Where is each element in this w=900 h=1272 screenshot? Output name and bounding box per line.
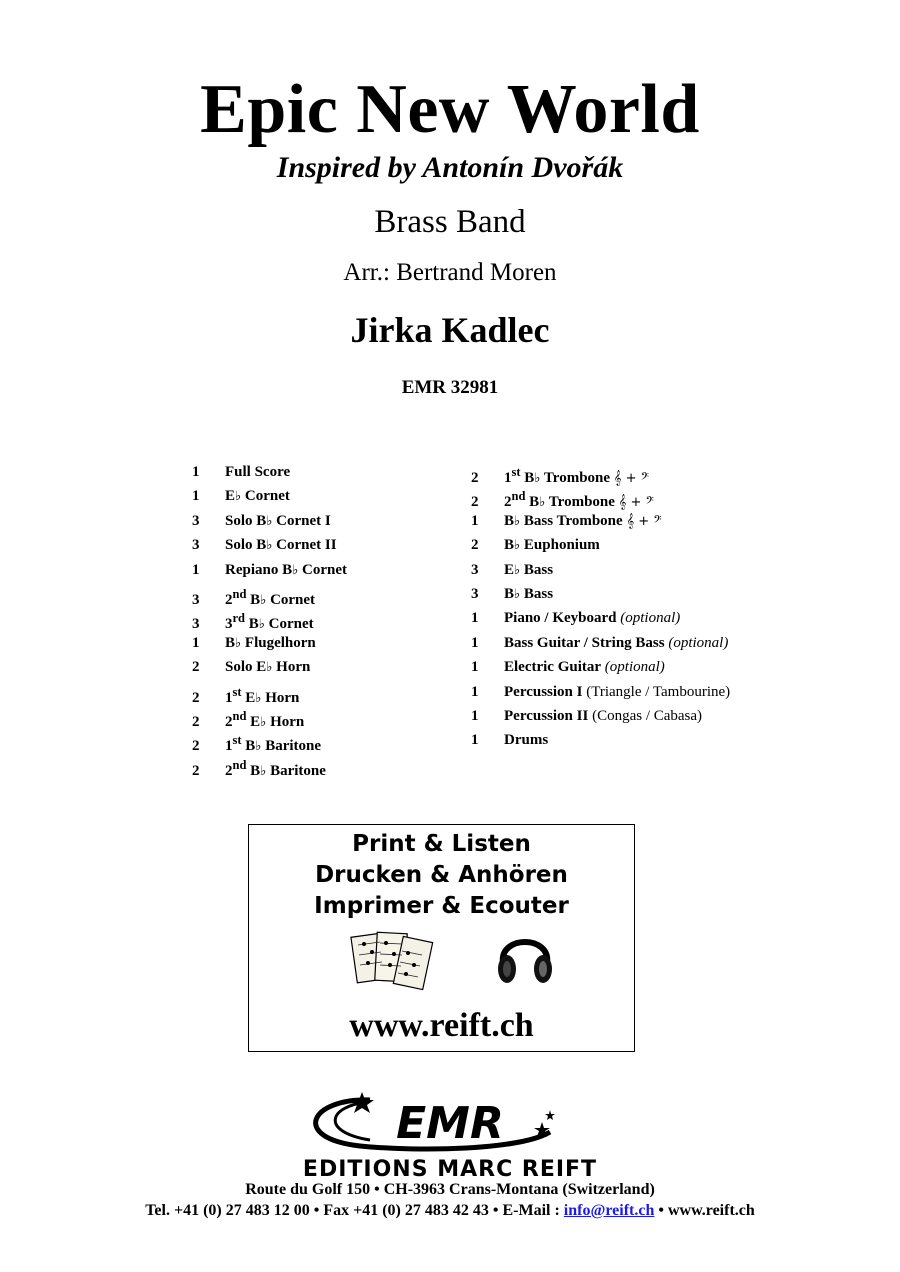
part-quantity: 2 <box>471 494 479 511</box>
part-name <box>504 708 702 724</box>
part-name-text: Trombone <box>545 494 619 511</box>
part-name-text: Bass <box>520 561 554 578</box>
part-name-text: B <box>246 591 261 608</box>
part-name-text: 1 <box>225 738 233 755</box>
part-name <box>504 684 730 700</box>
part-row <box>471 606 801 630</box>
logo-text: EMR <box>396 1098 504 1149</box>
part-quantity: 2 <box>192 689 200 706</box>
part-name-text: Percussion I <box>504 683 583 700</box>
part-name-text: Cornet II <box>272 537 337 554</box>
part-name <box>504 513 662 529</box>
ordinal-suffix: nd <box>232 586 247 601</box>
ordinal-suffix: rd <box>232 611 245 626</box>
part-name-text: E <box>504 561 515 578</box>
part-quantity: 2 <box>192 762 200 779</box>
flat-sign-icon: ♭ <box>260 714 267 730</box>
part-name <box>225 464 290 480</box>
promo-line-german: Drucken & Anhören <box>315 862 568 888</box>
ordinal-suffix: st <box>511 465 521 479</box>
ordinal-suffix: nd <box>232 708 247 723</box>
part-name-text: Repiano B <box>225 561 293 578</box>
part-name-text: 2 <box>225 591 233 608</box>
part-name-text: Full Score <box>225 464 291 480</box>
part-name <box>504 659 665 675</box>
flat-sign-icon: ♭ <box>258 617 265 633</box>
contact-phone-fax: Tel. +41 (0) 27 483 12 00 • Fax +41 (0) 27 483 42 43 • E-Mail : <box>145 1202 564 1219</box>
part-note: (optional) <box>664 634 729 651</box>
part-row <box>192 680 462 704</box>
part-row <box>471 484 801 511</box>
part-quantity: 1 <box>192 634 200 651</box>
part-quantity: 1 <box>192 561 200 578</box>
part-name <box>225 733 322 755</box>
parts-list-right <box>471 460 801 753</box>
flat-sign-icon: ♭ <box>260 592 267 608</box>
part-quantity: 1 <box>471 707 479 724</box>
part-quantity: 3 <box>471 585 479 602</box>
part-quantity: 1 <box>471 732 479 749</box>
part-row <box>471 460 801 484</box>
part-name <box>504 489 654 511</box>
part-row <box>192 631 462 655</box>
publisher-address: Route du Golf 150 • CH-3963 Crans-Montana (Switzerland) <box>245 1181 655 1198</box>
flat-sign-icon: ♭ <box>235 489 242 505</box>
flat-sign-icon: ♭ <box>266 660 273 676</box>
ensemble-label: Brass Band <box>374 204 526 240</box>
part-name-text: Baritone <box>261 738 322 755</box>
headphones-icon <box>493 925 557 989</box>
part-row <box>471 655 801 679</box>
part-name-text: Euphonium <box>520 537 600 554</box>
part-row <box>471 509 801 533</box>
catalog-number: EMR 32981 <box>401 377 499 398</box>
part-quantity: 3 <box>471 561 479 578</box>
ordinal-suffix: nd <box>232 757 247 772</box>
part-row <box>192 460 462 484</box>
part-row <box>471 680 801 704</box>
part-row <box>471 533 801 557</box>
part-note: (optional) <box>601 659 665 676</box>
part-name <box>504 635 728 651</box>
part-name-text: Bass Trombone <box>520 512 627 529</box>
arranger-credit: Arr.: Bertrand Moren <box>343 259 557 286</box>
part-name-text: Electric Guitar <box>504 659 602 676</box>
part-note: (Triangle / Tambourine) <box>582 683 731 700</box>
print-listen-box <box>248 824 635 1052</box>
part-quantity: 1 <box>471 683 479 700</box>
part-name-text: Cornet I <box>272 512 331 529</box>
part-name-text: B <box>504 512 515 529</box>
part-quantity: 2 <box>192 738 200 755</box>
part-name-text: Percussion II <box>504 707 589 724</box>
part-row <box>471 558 801 582</box>
part-row <box>192 728 462 755</box>
part-name-text: 2 <box>225 713 233 730</box>
part-row <box>471 582 801 606</box>
part-name <box>225 488 290 504</box>
part-quantity: 2 <box>192 659 200 676</box>
part-name-text: Trombone <box>540 470 614 486</box>
part-name-text: Drums <box>504 732 549 749</box>
part-name-text: Piano / Keyboard <box>504 610 617 627</box>
part-row <box>192 533 462 557</box>
clef-symbols-icon: 𝄞 + 𝄢 <box>618 495 654 511</box>
part-name-text: B <box>504 537 515 554</box>
part-name-text: Cornet <box>298 561 347 578</box>
part-name-text: Solo B <box>225 512 267 529</box>
part-name-text: Horn <box>261 689 300 706</box>
part-quantity: 2 <box>471 470 479 486</box>
clef-symbols-icon: 𝄞 + 𝄢 <box>613 471 649 486</box>
part-name-text: Cornet <box>241 488 290 505</box>
part-name-text: B <box>225 634 236 651</box>
part-quantity: 3 <box>192 616 200 633</box>
flat-sign-icon: ♭ <box>514 513 521 529</box>
part-name-text: Cornet <box>264 616 314 633</box>
part-name-text: B <box>245 616 259 633</box>
part-name-text: 3 <box>225 616 233 633</box>
part-row <box>192 753 462 777</box>
sheet-music-icon <box>350 929 436 997</box>
part-name-text: B <box>246 762 261 779</box>
part-name <box>225 513 331 529</box>
part-name <box>504 562 553 578</box>
part-name-text: 2 <box>504 494 512 511</box>
part-quantity: 2 <box>192 713 200 730</box>
part-name-text: Baritone <box>266 762 326 779</box>
flat-sign-icon: ♭ <box>539 495 546 511</box>
part-name-text: 1 <box>225 689 233 706</box>
flat-sign-icon: ♭ <box>534 471 541 486</box>
part-row <box>471 631 801 655</box>
part-row <box>192 655 462 679</box>
part-name-text: 1 <box>504 470 512 486</box>
part-quantity: 3 <box>192 591 200 608</box>
part-name-text: Horn <box>266 713 305 730</box>
flat-sign-icon: ♭ <box>514 586 521 602</box>
contact-website: • www.reift.ch <box>654 1202 755 1219</box>
part-name <box>504 537 600 553</box>
flat-sign-icon: ♭ <box>235 635 242 651</box>
email-link[interactable]: info@reift.ch <box>563 1202 655 1219</box>
part-row <box>192 704 462 728</box>
ordinal-suffix: st <box>232 733 242 748</box>
part-row <box>192 582 462 606</box>
part-name <box>225 562 347 578</box>
publisher-logo <box>250 1088 650 1180</box>
part-name-text: Flugelhorn <box>241 634 316 651</box>
promo-line-english: Print & Listen <box>352 831 531 857</box>
part-name-text: Horn <box>272 659 311 676</box>
flat-sign-icon: ♭ <box>292 562 299 578</box>
piece-title: Epic New World <box>200 71 700 148</box>
part-name-text: E <box>246 713 261 730</box>
flat-sign-icon: ♭ <box>266 538 273 554</box>
composer-name: Jirka Kadlec <box>350 310 550 350</box>
website-url[interactable]: www.reift.ch <box>349 1007 534 1044</box>
flat-sign-icon: ♭ <box>266 513 273 529</box>
ordinal-suffix: nd <box>511 489 526 504</box>
part-name <box>225 611 314 633</box>
part-quantity: 3 <box>192 512 200 529</box>
part-quantity: 1 <box>471 659 479 676</box>
ordinal-suffix: st <box>232 684 242 699</box>
part-name-text: E <box>225 488 236 505</box>
part-name-text: Cornet <box>266 591 316 608</box>
part-quantity: 1 <box>471 512 479 529</box>
part-row <box>192 509 462 533</box>
part-name-text: 2 <box>225 762 233 779</box>
part-name <box>225 537 337 553</box>
promo-line-french: Imprimer & Ecouter <box>314 893 569 919</box>
parts-list-left <box>192 460 462 777</box>
part-name-text: Bass Guitar / String Bass <box>504 634 665 651</box>
part-name-text: B <box>520 470 535 486</box>
part-name-text: Solo B <box>225 537 267 554</box>
part-quantity: 2 <box>471 537 479 554</box>
part-name <box>504 732 548 748</box>
part-name <box>225 757 326 779</box>
publisher-name: EDITIONS MARC REIFT <box>302 1157 598 1180</box>
part-name-text: Bass <box>520 585 554 602</box>
flat-sign-icon: ♭ <box>260 763 267 779</box>
part-name-text: B <box>241 738 256 755</box>
part-quantity: 1 <box>192 464 200 480</box>
part-quantity: 1 <box>192 488 200 505</box>
part-note: (Congas / Cabasa) <box>588 707 703 724</box>
part-name <box>504 586 553 602</box>
part-name-text: B <box>504 585 515 602</box>
part-row <box>192 606 462 633</box>
part-name-text: B <box>525 494 540 511</box>
piece-subtitle: Inspired by Antonín Dvořák <box>276 151 624 184</box>
part-name <box>225 659 310 675</box>
part-row <box>192 484 462 508</box>
flat-sign-icon: ♭ <box>255 739 262 755</box>
part-name <box>504 610 680 626</box>
flat-sign-icon: ♭ <box>514 538 521 554</box>
part-quantity: 1 <box>471 634 479 651</box>
part-note: (optional) <box>616 610 681 627</box>
part-row <box>471 704 801 728</box>
part-name-text: Solo E <box>225 659 267 676</box>
part-quantity: 1 <box>471 610 479 627</box>
part-row <box>471 728 801 752</box>
part-row <box>192 558 462 582</box>
part-quantity: 3 <box>192 537 200 554</box>
publisher-contact <box>0 1201 900 1221</box>
part-name <box>225 635 316 651</box>
part-name-text: E <box>241 689 256 706</box>
flat-sign-icon: ♭ <box>255 690 262 706</box>
flat-sign-icon: ♭ <box>514 562 521 578</box>
clef-symbols-icon: 𝄞 + 𝄢 <box>626 513 662 529</box>
